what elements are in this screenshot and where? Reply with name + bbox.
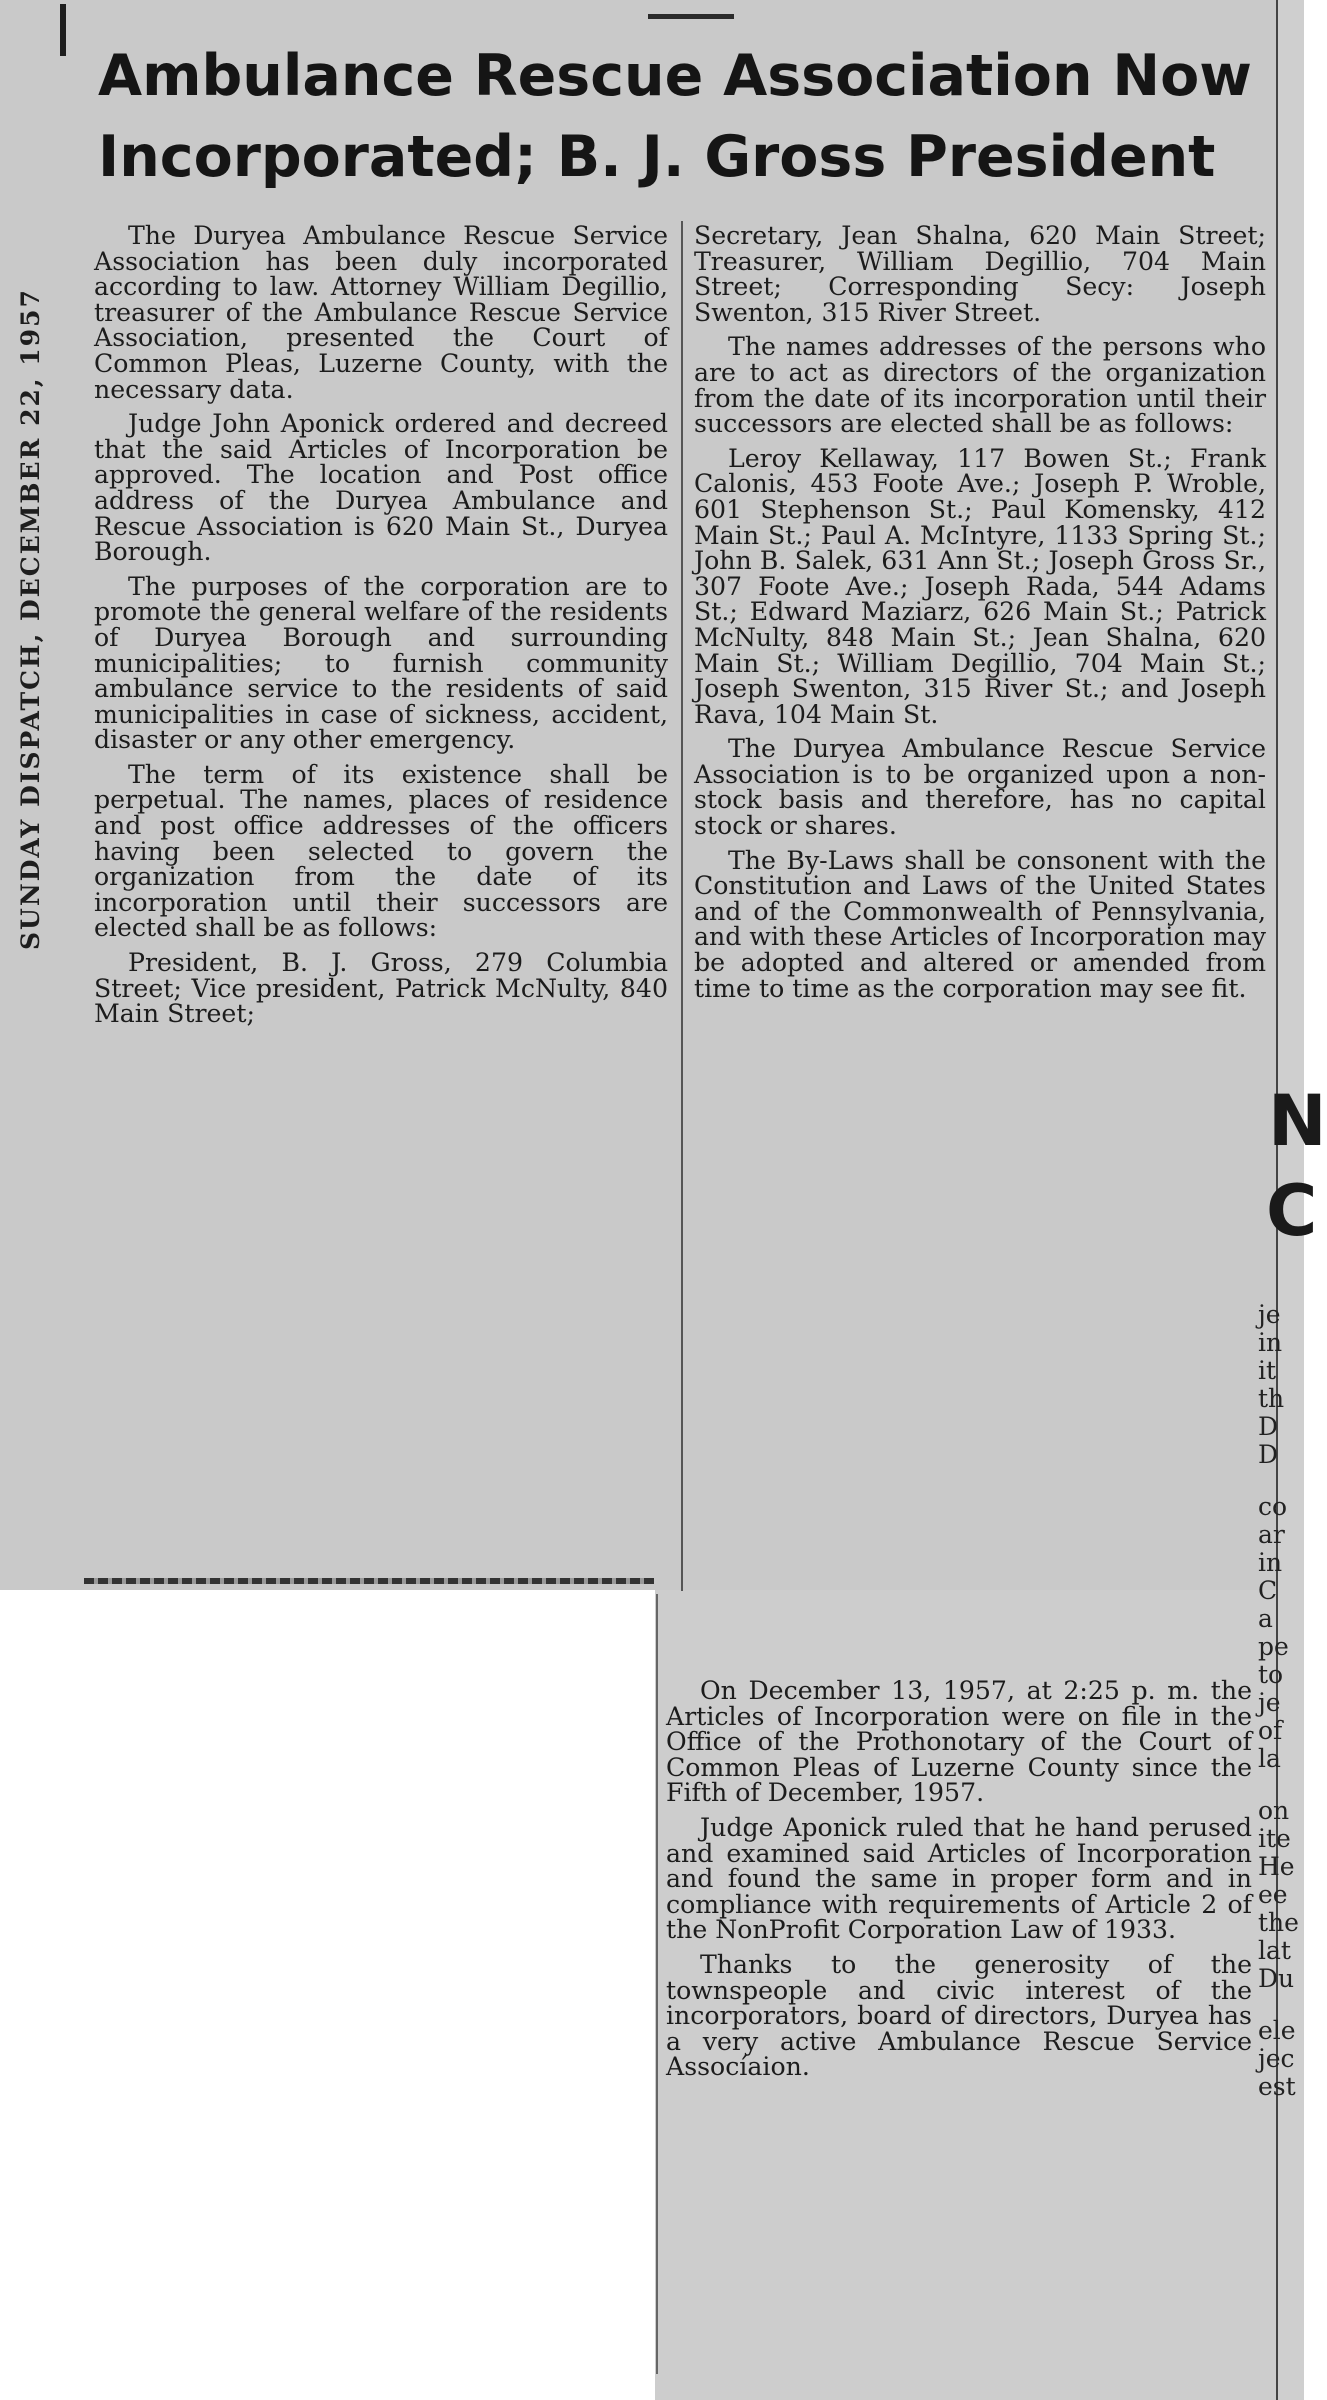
adjacent-text-fragment: co bbox=[1258, 1492, 1288, 1521]
adjacent-text-fragment: Du bbox=[1258, 1964, 1295, 1993]
article-column-2 bbox=[694, 223, 1266, 1010]
adjacent-text-fragment: He bbox=[1258, 1852, 1295, 1881]
top-rule bbox=[648, 14, 734, 19]
adjacent-text-fragment: in bbox=[1258, 1328, 1283, 1357]
paragraph: Secretary, Jean Shalna, 620 Main Street; Treasurer, William Degillio, 704 Main Street; Corresponding Secy: Joseph Swenton, 315 River Street. bbox=[694, 221, 1266, 327]
paragraph: Judge Aponick ruled that he hand perused and examined said Articles of Incorporation and found the same in proper form and in compliance with requirements of Article 2 of the NonProfit Corporation Law of 1933. bbox=[666, 1812, 1252, 1945]
adjacent-text-fragment: in bbox=[1258, 1548, 1283, 1577]
column-end-rule bbox=[84, 1578, 654, 1584]
paragraph: Leroy Kellaway, 117 Bowen St.; Frank Calonis, 453 Foote Ave.; Joseph P. Wroble, 601 Stephenson St.; Paul Komensky, 412 Main St.; Paul A. McIntyre, 1133 Spring St.; John B. Salek, 631 Ann St.; Joseph Gross Sr., 307 Foote Ave.; Joseph Rada, 544 Adams St.; Edward Maziarz, 626 Main St.; Patrick McNulty, 848 Main St.; Jean Shalna, 620 Main St.; William Degillio, 704 Main St.; Joseph Swenton, 315 River St.; and Joseph Rava, 104 Main St. bbox=[694, 443, 1266, 729]
paragraph: The term of its existence shall be perpetual. The names, places of residence and post office addresses of the officers having been selected to govern the organization from the date of its incorporation until their successors are elected shall be as follows: bbox=[94, 759, 668, 943]
adjacent-text-fragment: lat bbox=[1258, 1936, 1291, 1965]
adjacent-text-fragment: jec bbox=[1258, 2044, 1295, 2073]
adjacent-text-fragment: a bbox=[1258, 1604, 1273, 1633]
adjacent-text-fragment: je bbox=[1258, 1300, 1281, 1329]
adjacent-text-fragment: ite bbox=[1258, 1824, 1291, 1853]
adjacent-text-fragment: on bbox=[1258, 1796, 1290, 1825]
article-column-3 bbox=[666, 1678, 1252, 2089]
headline-line-2: Incorporated; B. J. Gross President bbox=[98, 124, 1216, 190]
paragraph: Judge John Aponick ordered and decreed that the said Articles of Incorporation be approved. The location and Post office address of the Duryea Ambulance and Rescue Association is 620 Main St., Duryea Borough. bbox=[94, 409, 668, 567]
adjacent-text-fragment: ar bbox=[1258, 1520, 1285, 1549]
paragraph: The names addresses of the persons who are to act as directors of the organization from the date of its incorporation until their successors are elected shall be as follows: bbox=[694, 332, 1266, 439]
paragraph: The purposes of the corporation are to promote the general welfare of the residents of Duryea Borough and surrounding municipalities; to furnish community ambulance service to the residents of said municipalities in case of sickness, accident, disaster or any other emergency. bbox=[94, 571, 668, 755]
adjacent-headline-letter: C bbox=[1266, 1170, 1318, 1252]
dateline: SUNDAY DISPATCH, DECEMBER 22, 1957 bbox=[16, 288, 45, 950]
column-divider-lower bbox=[656, 1594, 658, 2374]
adjacent-text-fragment: pe bbox=[1258, 1632, 1289, 1661]
dateline-dash bbox=[60, 4, 66, 56]
adjacent-text-fragment: est bbox=[1258, 2072, 1296, 2101]
paragraph: The Duryea Ambulance Rescue Service Association has been duly incorporated according to law. Attorney William Degillio, treasurer of the Ambulance Rescue Service Association, presented the Court of Common Pleas, Luzerne County, with the necessary data. bbox=[94, 221, 668, 404]
column-divider bbox=[681, 221, 683, 1591]
adjacent-text-fragment: to bbox=[1258, 1660, 1284, 1689]
adjacent-headline-letter: N bbox=[1268, 1080, 1327, 1162]
adjacent-text-fragment: ee bbox=[1258, 1880, 1288, 1909]
paragraph: The Duryea Ambulance Rescue Service Association is to be organized upon a non-stock basis and therefore, has no capital stock or shares. bbox=[694, 734, 1266, 841]
headline bbox=[98, 36, 1280, 198]
adjacent-text-fragment: it bbox=[1258, 1356, 1277, 1385]
adjacent-text-fragment: la bbox=[1258, 1744, 1281, 1773]
adjacent-text-fragment: je bbox=[1258, 1688, 1281, 1717]
paragraph: On December 13, 1957, at 2:25 p. m. the Articles of Incorporation were on file in the Office of the Prothonotary of the Court of Common Pleas of Luzerne County since the Fifth of December, 1957. bbox=[666, 1676, 1252, 1808]
adjacent-text-fragment: ele bbox=[1258, 2016, 1296, 2045]
paragraph: President, B. J. Gross, 279 Columbia Street; Vice president, Patrick McNulty, 840 Main Street; bbox=[94, 948, 668, 1029]
adjacent-text-fragment: D bbox=[1258, 1412, 1279, 1441]
paragraph: The By-Laws shall be consonent with the Constitution and Laws of the United States and of the Commonwealth of Pennsylvania, and with these Articles of Incorporation may be adopted and altered or amended from time to time as the corporation may see fit. bbox=[694, 845, 1266, 1003]
paragraph: Thanks to the generosity of the townspeople and civic interest of the incorporators, board of directors, Duryea has a very active Ambulance Rescue Service Assocíaion. bbox=[666, 1949, 1252, 2082]
adjacent-text-fragment: C bbox=[1258, 1576, 1278, 1605]
adjacent-text-fragment: th bbox=[1258, 1384, 1285, 1413]
article-column-1 bbox=[94, 223, 668, 1036]
adjacent-text-fragment: of bbox=[1258, 1716, 1283, 1745]
headline-line-1: Ambulance Rescue Association Now bbox=[98, 43, 1252, 109]
adjacent-text-fragment: D bbox=[1258, 1440, 1279, 1469]
adjacent-text-fragment: the bbox=[1258, 1908, 1299, 1937]
